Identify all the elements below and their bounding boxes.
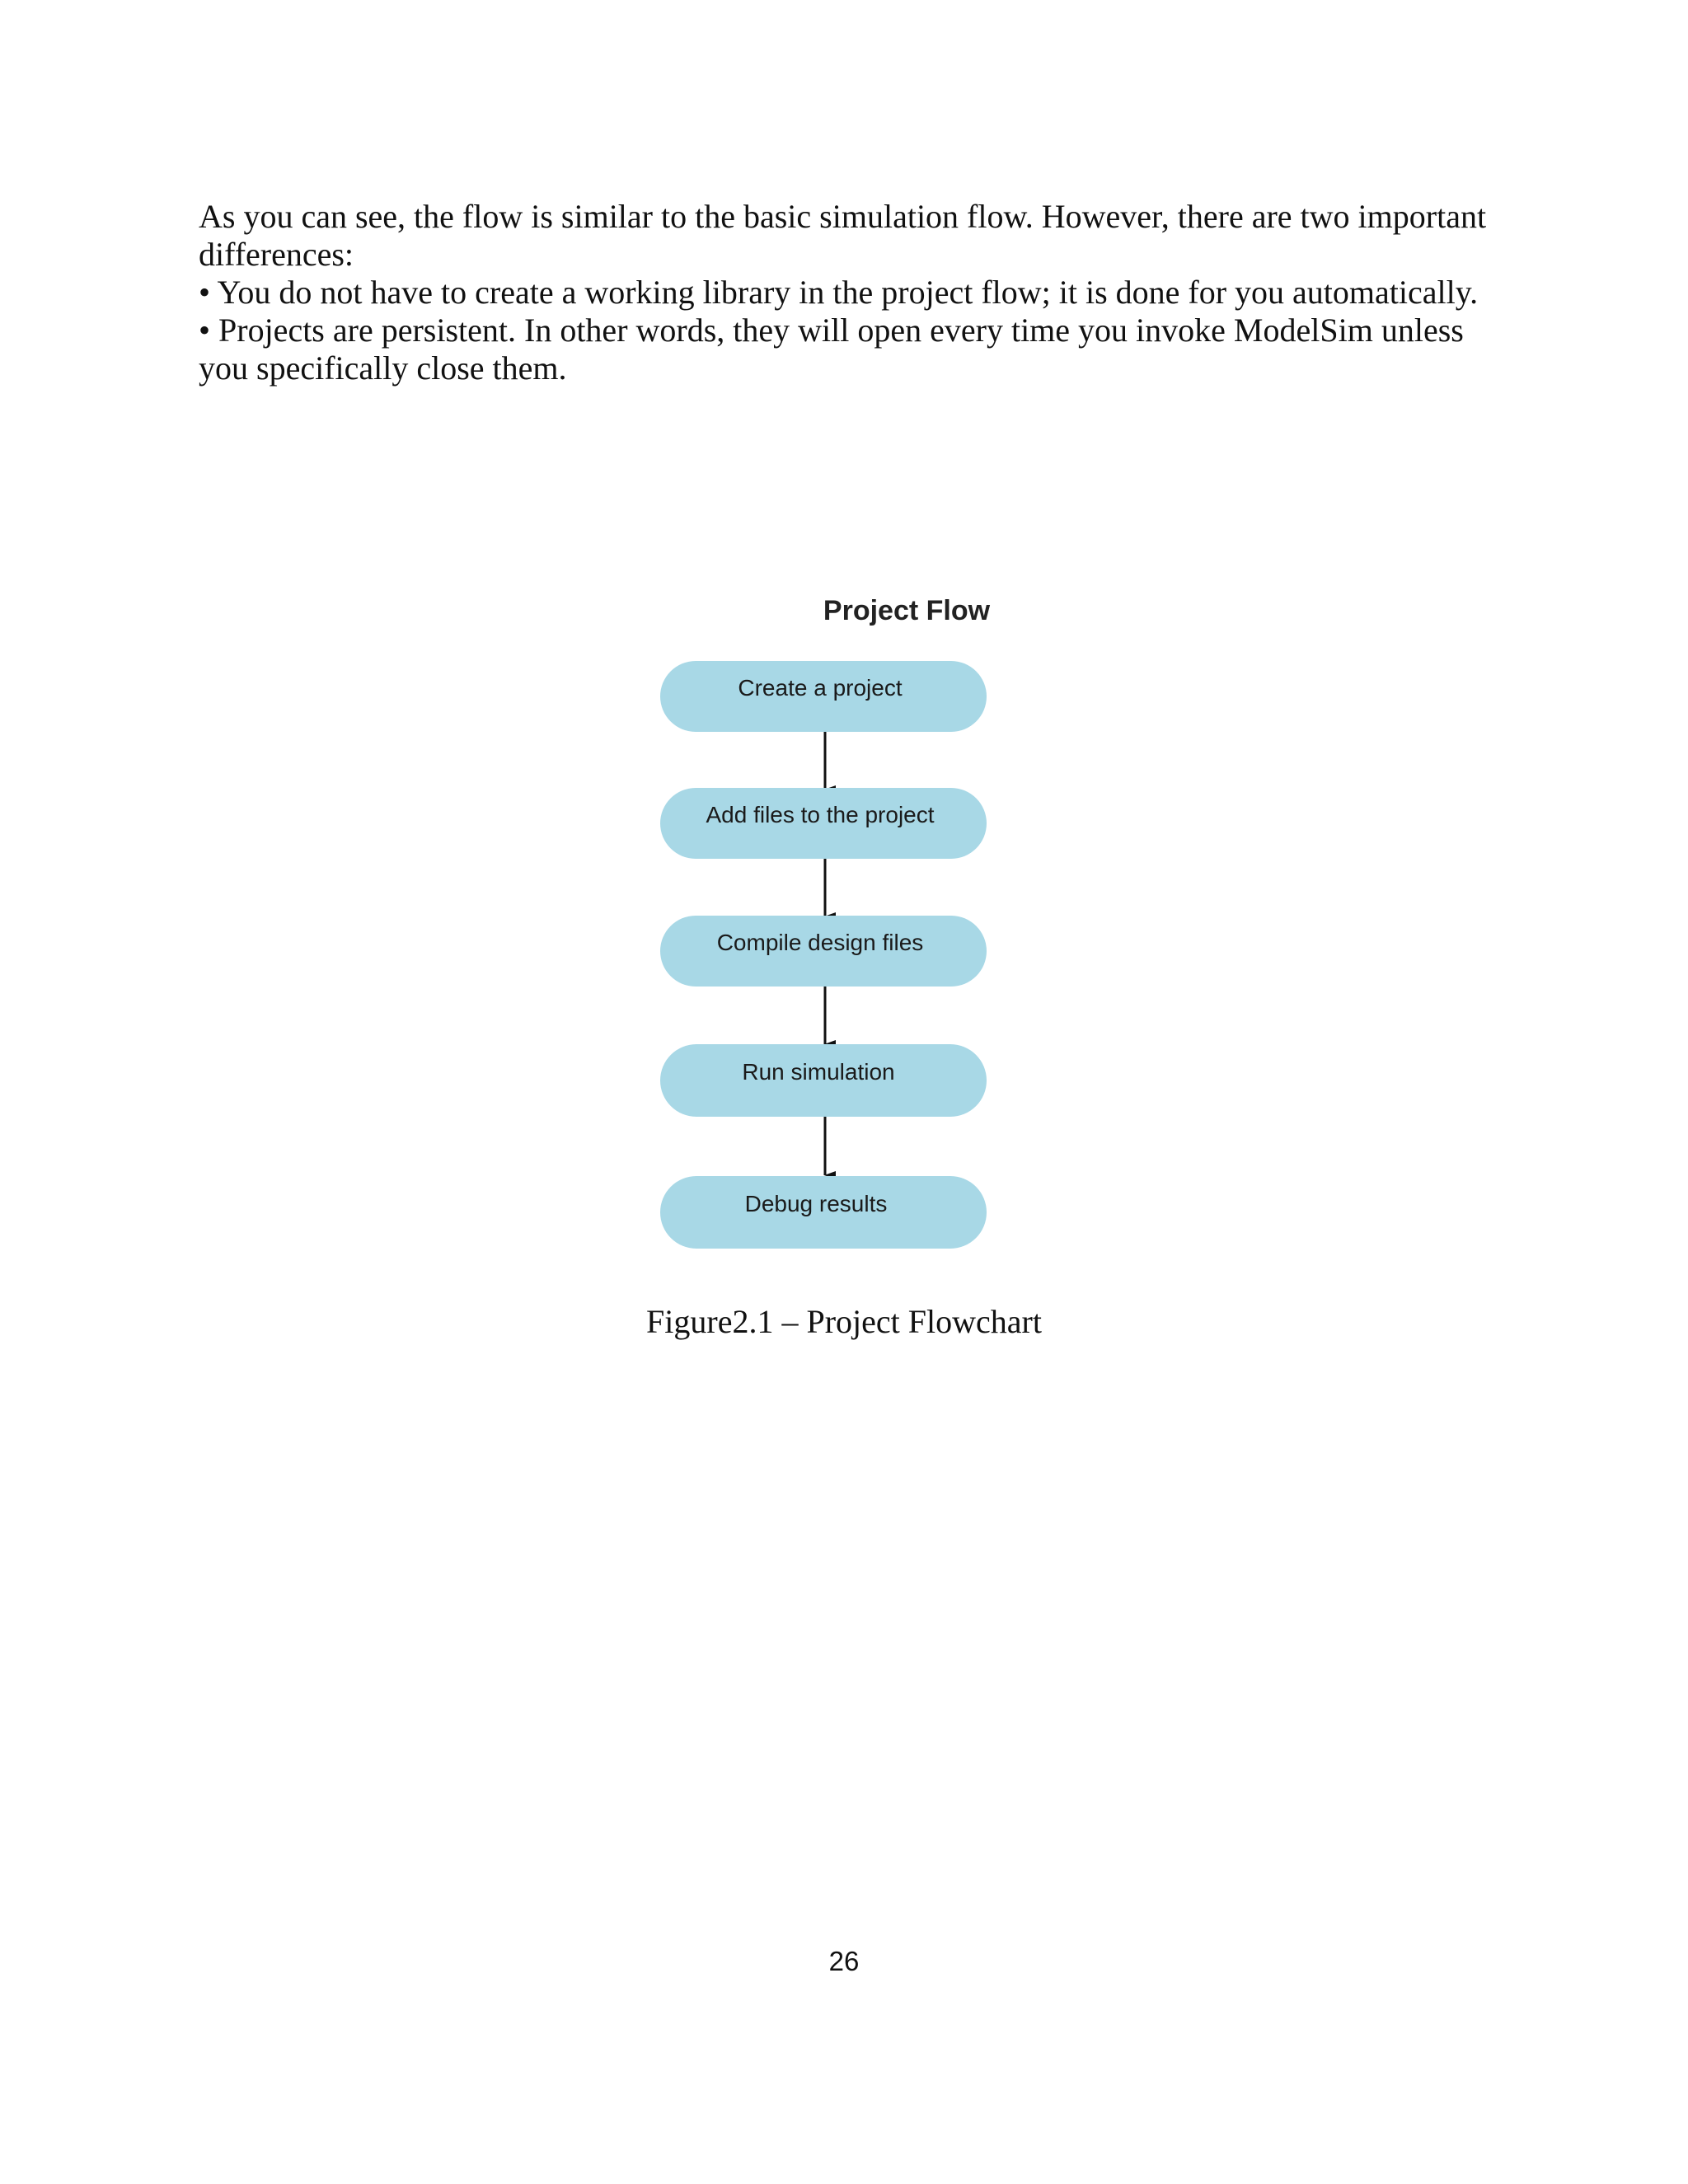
flow-node-create-project: [660, 661, 987, 732]
bullet-working-library: • You do not have to create a working library in the project flow; it is done for you automatically.: [199, 274, 1479, 311]
flow-node-label: Add files to the project: [706, 802, 935, 827]
flow-node-label: Debug results: [744, 1191, 888, 1216]
flow-node-label: Run simulation: [742, 1059, 895, 1085]
project-flow-figure: [0, 577, 1688, 1368]
flow-node-label: Compile design files: [716, 930, 924, 955]
flow-node-debug-results: [660, 1176, 987, 1249]
page-number: 26: [828, 1946, 860, 1976]
body-text: [199, 198, 1517, 387]
paragraph-intro: As you can see, the flow is similar to the basic simulation flow. However, there are two important differences:: [199, 198, 1487, 273]
flow-node-add-files: [660, 788, 987, 859]
project-flow-diagram: [0, 577, 1688, 1368]
flow-node-run-simulation: [660, 1044, 987, 1117]
flow-node-compile: [660, 916, 987, 987]
bullet-projects-persistent: • Projects are persistent. In other words, they will open every time you invoke ModelSim unless you specifically close them.: [199, 312, 1464, 387]
diagram-title: Project Flow: [823, 595, 991, 626]
flow-node-label: Create a project: [738, 675, 903, 701]
figure-caption: Figure2.1 – Project Flowchart: [646, 1303, 1042, 1340]
